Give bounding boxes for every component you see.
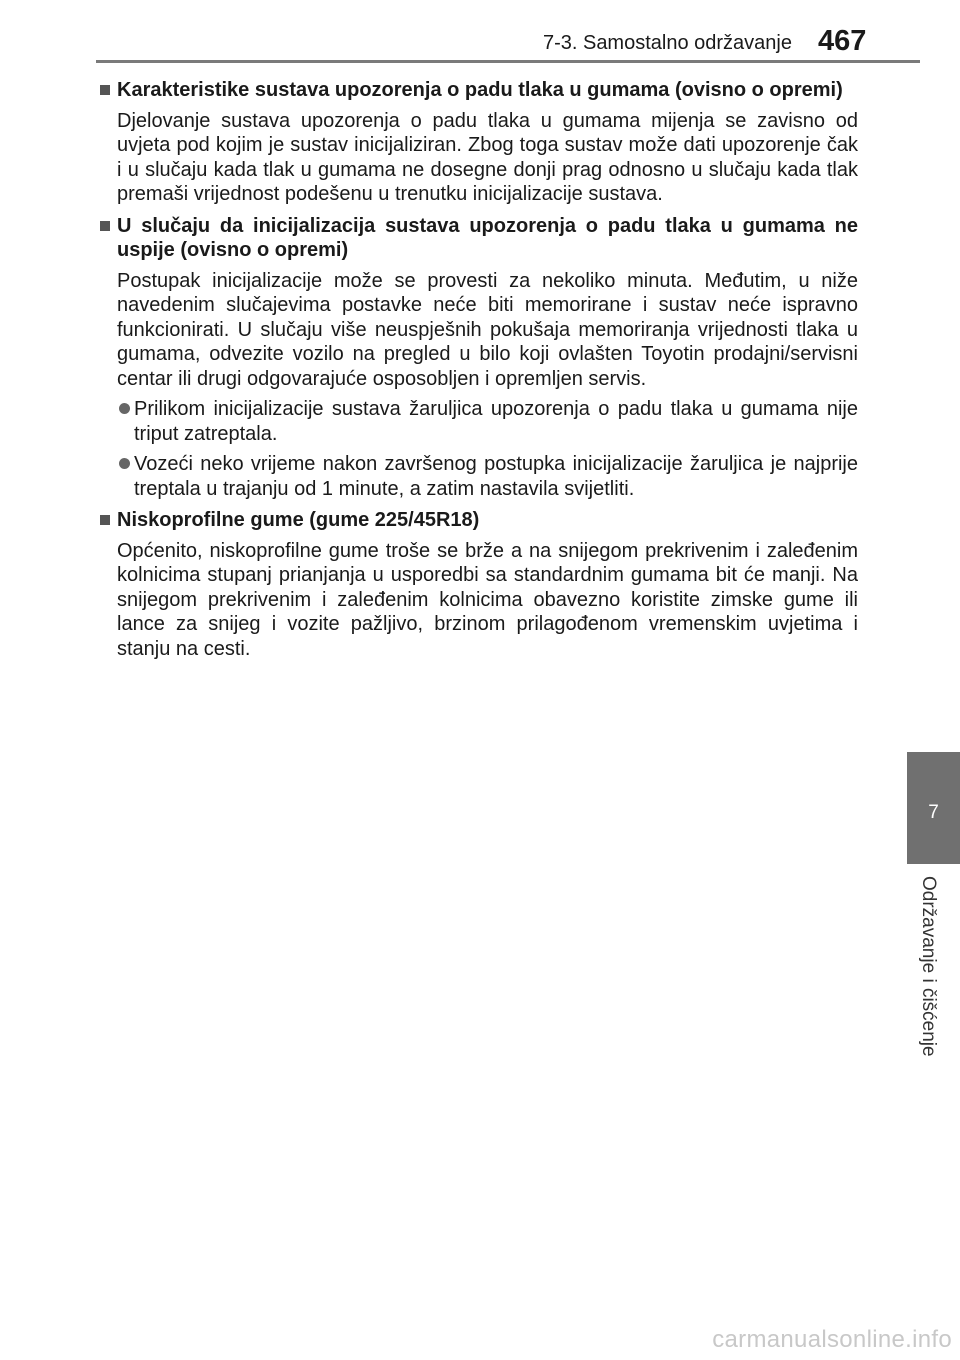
list-item bbox=[100, 452, 858, 501]
section-heading-text: Karakteristike sustava upozorenja o padu tlaka u gumama (ovisno o opremi) bbox=[117, 79, 843, 101]
section-heading bbox=[100, 508, 858, 533]
round-bullet-icon bbox=[119, 458, 130, 469]
section-tpms-characteristics bbox=[100, 78, 858, 207]
section-paragraph: Općenito, niskoprofilne gume troše se brže a na snijegom prekrivenim i zaleđenim kolnicima stupanj prianjanja u usporedbi sa standardnim gumama bit će manji. Na snijegom prekrivenim i zaleđenim kolnicima obavezno koristite zimske gume ili lance za snijeg i vozite pažljivo, brzinom prilagođenom vremenskim uvjetima i stanju na cesti. bbox=[117, 539, 858, 660]
watermark: carmanualsonline.info bbox=[712, 1326, 952, 1353]
list-item-text: Vozeći neko vrijeme nakon završenog postupka inicijalizacije žaruljica je najprije treptala u trajanju od 1 minute, a zatim nastavila svijetliti. bbox=[134, 453, 858, 500]
section-initialization-failure bbox=[100, 214, 858, 502]
section-low-profile-tires bbox=[100, 508, 858, 661]
page-content bbox=[100, 78, 858, 668]
square-bullet-icon bbox=[100, 221, 110, 231]
list-item bbox=[100, 397, 858, 446]
section-heading-text: U slučaju da inicijalizacija sustava upozorenja o padu tlaka u gumama ne uspije (ovisno o opremi) bbox=[117, 214, 858, 261]
chapter-number: 7 bbox=[928, 802, 939, 823]
chapter-label: Održavanje i čišćenje bbox=[918, 876, 939, 1057]
section-heading-text: Niskoprofilne gume (gume 225/45R18) bbox=[117, 509, 480, 531]
page-header bbox=[0, 0, 960, 66]
list-item-text: Prilikom inicijalizacije sustava žaruljica upozorenja o padu tlaka u gumama nije triput zatreptala. bbox=[134, 398, 858, 445]
section-title: 7-3. Samostalno održavanje bbox=[542, 32, 792, 54]
square-bullet-icon bbox=[100, 85, 110, 95]
section-heading bbox=[100, 214, 858, 263]
section-heading bbox=[100, 78, 858, 103]
section-paragraph: Djelovanje sustava upozorenja o padu tlaka u gumama mijenja se zavisno od uvjeta pod kojim je sustav inicijaliziran. Zbog toga sustav može dati upozorenje čak i u slučaju kada tlak u gumama ne dosegne donji prag odnosno u slučaju kada tlak premaši vrijednost podešenu u trenutku inicijalizacije sustava. bbox=[117, 109, 858, 205]
header-divider bbox=[96, 60, 920, 63]
page-number: 467 bbox=[818, 25, 867, 57]
square-bullet-icon bbox=[100, 515, 110, 525]
chapter-tab bbox=[907, 752, 960, 864]
round-bullet-icon bbox=[119, 403, 130, 414]
section-paragraph: Postupak inicijalizacije može se provesti za nekoliko minuta. Međutim, u niže navedenim slučajevima postavke neće biti memorirane i sustav neće ispravno funkcionirati. U slučaju više neuspješnih pokušaja memoriranja vrijednosti tlaka u gumama, odvezite vozilo na pregled u bilo koji ovlašten Toyotin prodajni/servisni centar ili drugi odgovarajuće osposobljen i opremljen servis. bbox=[117, 269, 858, 390]
